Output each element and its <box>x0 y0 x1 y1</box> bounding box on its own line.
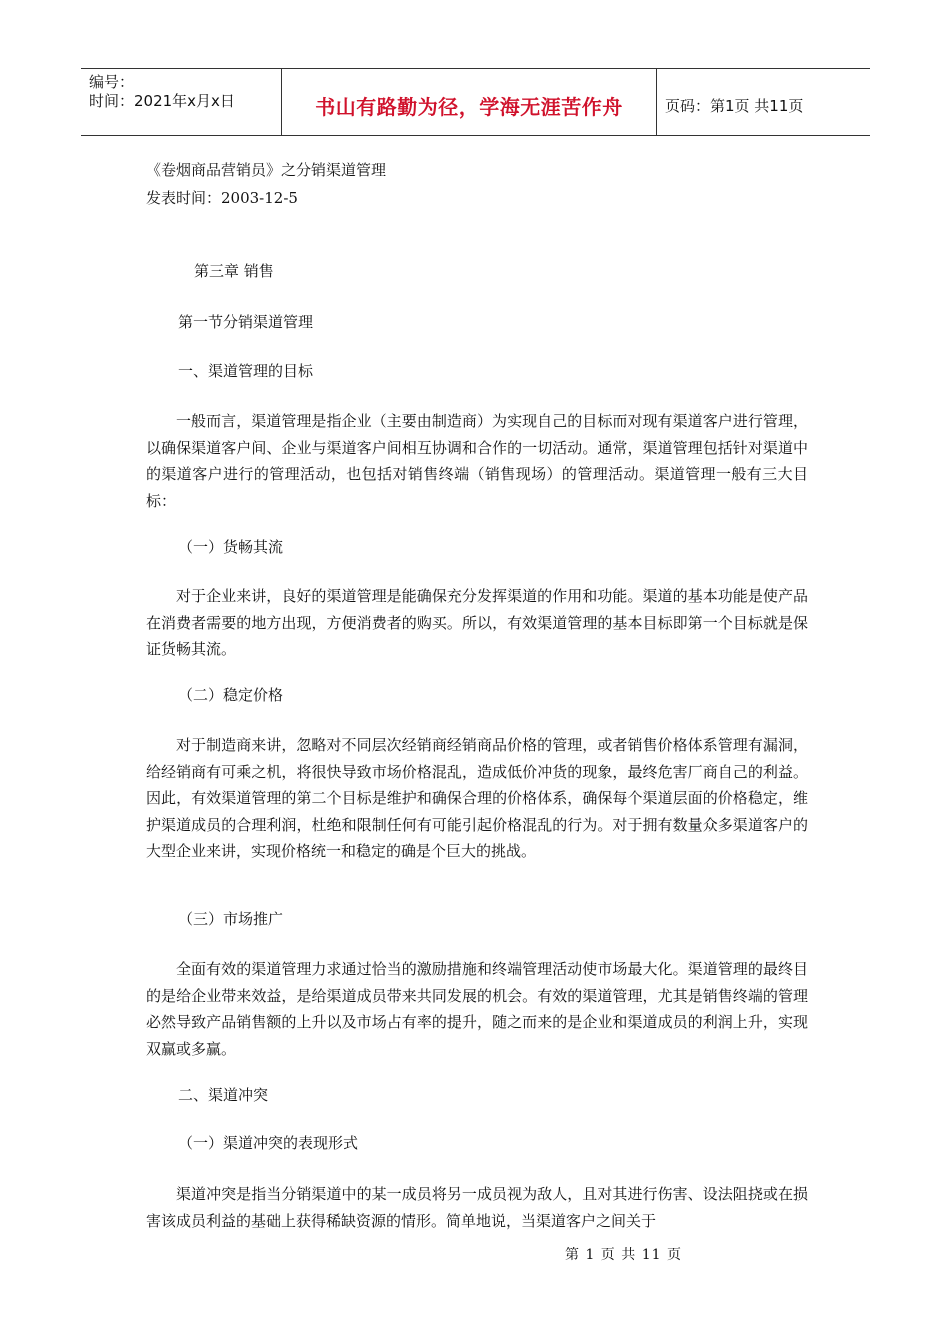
paragraph-goods-flow: 对于企业来讲，良好的渠道管理是能确保充分发挥渠道的作用和功能。渠道的基本功能是使产品在消费者需要的地方出现，方便消费者的购买。所以，有效渠道管理的基本目标即第一个目标就是保证货畅其流。 <box>146 587 808 658</box>
heading-conflict-forms: （一）渠道冲突的表现形式 <box>178 1134 359 1152</box>
page-footer: 第 1 页 共 11 页 <box>565 1247 682 1263</box>
motto: 书山有路勤为径，学海无涯苦作舟 <box>315 94 623 119</box>
page-header <box>81 68 870 136</box>
paragraph-conflict-forms: 渠道冲突是指当分销渠道中的某一成员将另一成员视为敌人，且对其进行伤害、设法阻挠或在损害该成员利益的基础上获得稀缺资源的情形。简单地说，当渠道客户之间关于 <box>146 1185 808 1230</box>
header-meta <box>81 69 282 135</box>
header-motto-cell <box>282 69 657 135</box>
doc-title: 《卷烟商品营销员》之分销渠道管理 <box>146 161 387 179</box>
heading-goods-flow: （一）货畅其流 <box>178 538 284 556</box>
header-page-info: 页码：第1页 共11页 <box>665 96 804 115</box>
paragraph-stable-price: 对于制造商来讲，忽略对不同层次经销商经销商品价格的管理，或者销售价格体系管理有漏洞，给经销商有可乘之机，将很快导致市场价格混乱，造成低价冲货的现象，最终危害厂商自己的利益。因此，有效渠道管理的第二个目标是维护和确保合理的价格体系，确保每个渠道层面的价格稳定，维护渠道成员的合理利润，杜绝和限制任何有可能引起价格混乱的行为。对于拥有数量众多渠道客户的大型企业来讲，实现价格统一和稳定的确是个巨大的挑战。 <box>146 736 808 860</box>
doc-intro <box>146 156 808 212</box>
doc-number-label: 编号： <box>89 73 135 91</box>
doc-date-label: 时间：2021年x月x日 <box>89 92 235 110</box>
section-heading: 第一节分销渠道管理 <box>178 313 314 331</box>
heading-stable-price: （二）稳定价格 <box>178 686 284 704</box>
chapter-heading: 第三章 销售 <box>194 262 274 280</box>
paragraph-market-promotion: 全面有效的渠道管理力求通过恰当的激励措施和终端管理活动使市场最大化。渠道管理的最终目的是给企业带来效益，是给渠道成员带来共同发展的机会。有效的渠道管理，尤其是销售终端的管理必然导致产品销售额的上升以及市场占有率的提升，随之而来的是企业和渠道成员的利润上升，实现双赢或多赢。 <box>146 960 808 1058</box>
heading-market-promotion: （三）市场推广 <box>178 910 284 928</box>
paragraph-channel-goals: 一般而言，渠道管理是指企业（主要由制造商）为实现自己的目标而对现有渠道客户进行管理，以确保渠道客户间、企业与渠道客户间相互协调和合作的一切活动。通常，渠道管理包括针对渠道中的渠道客户进行的管理活动，也包括对销售终端（销售现场）的管理活动。渠道管理一般有三大目标： <box>146 412 808 510</box>
heading-channel-goals: 一、渠道管理的目标 <box>178 362 314 380</box>
doc-published-date: 发表时间：2003-12-5 <box>146 189 298 207</box>
heading-channel-conflict: 二、渠道冲突 <box>178 1086 269 1104</box>
